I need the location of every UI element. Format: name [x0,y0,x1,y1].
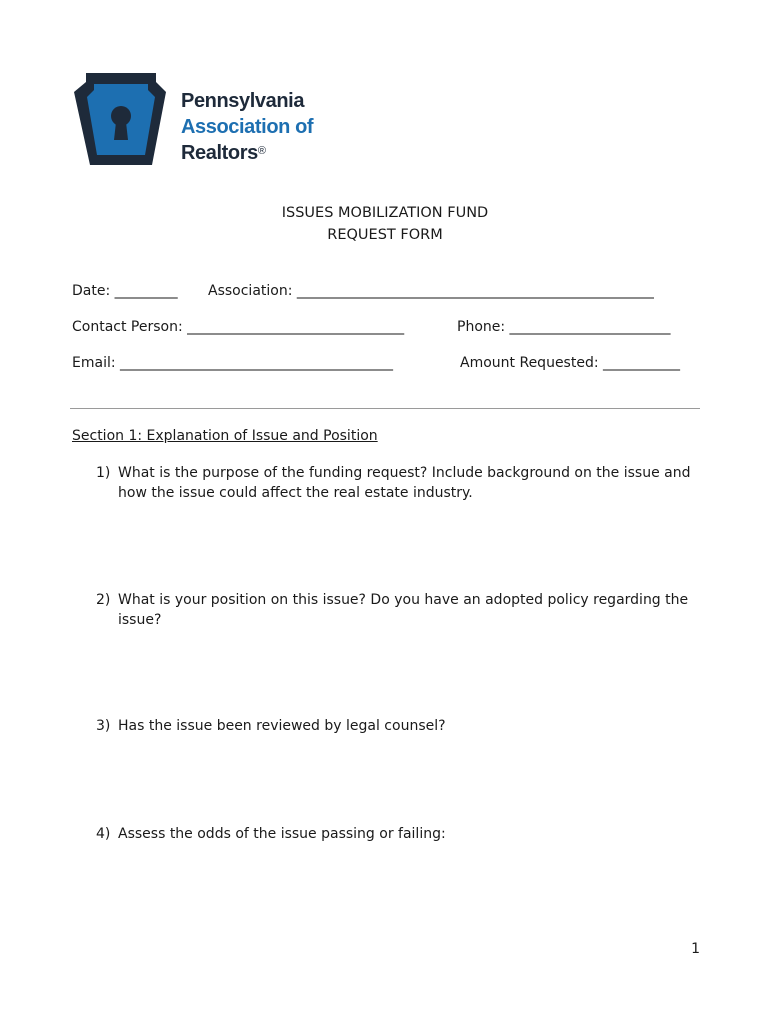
keystone-keyhole-icon [70,70,170,170]
page-number: 1 [691,941,700,957]
question-3-number: 3) [96,718,111,734]
logo-line-realtors [181,140,313,166]
question-4-number: 4) [96,826,111,842]
question-4-text: Assess the odds of the issue passing or failing: [118,826,446,842]
question-1-text: What is the purpose of the funding request? Include background on the issue and how the issue could affect the real estate industry. [118,465,691,501]
question-4 [96,824,706,844]
question-3-text: Has the issue been reviewed by legal counsel? [118,718,446,734]
form-title-line2: REQUEST FORM [327,227,443,243]
amount-requested-field[interactable]: Amount Requested: ___________ [460,355,681,371]
logo-line-pennsylvania: Pennsylvania [181,90,305,112]
date-field[interactable]: Date: _________ [72,283,178,299]
question-3 [96,716,706,736]
question-1 [96,463,706,503]
logo-line-association-of: Association of [181,116,314,138]
email-field[interactable]: Email: _______________________________________ [72,355,394,371]
contact-person-field[interactable]: Contact Person: _______________________________ [72,319,405,335]
pa-realtors-logo [70,70,340,170]
question-2-number: 2) [96,592,111,608]
question-1-number: 1) [96,465,111,481]
logo-wordmark [181,88,313,166]
association-field[interactable]: Association: ___________________________________________________ [208,283,654,299]
form-title-line1: ISSUES MOBILIZATION FUND [281,205,489,221]
section-1-heading: Section 1: Explanation of Issue and Position [72,428,378,444]
section-divider [70,408,700,409]
phone-field[interactable]: Phone: _______________________ [457,319,671,335]
registered-mark: ® [257,145,266,157]
logo-realtors-text: Realtors [181,142,258,164]
question-2 [96,590,706,630]
question-2-text: What is your position on this issue? Do you have an adopted policy regarding the issue? [118,592,689,628]
